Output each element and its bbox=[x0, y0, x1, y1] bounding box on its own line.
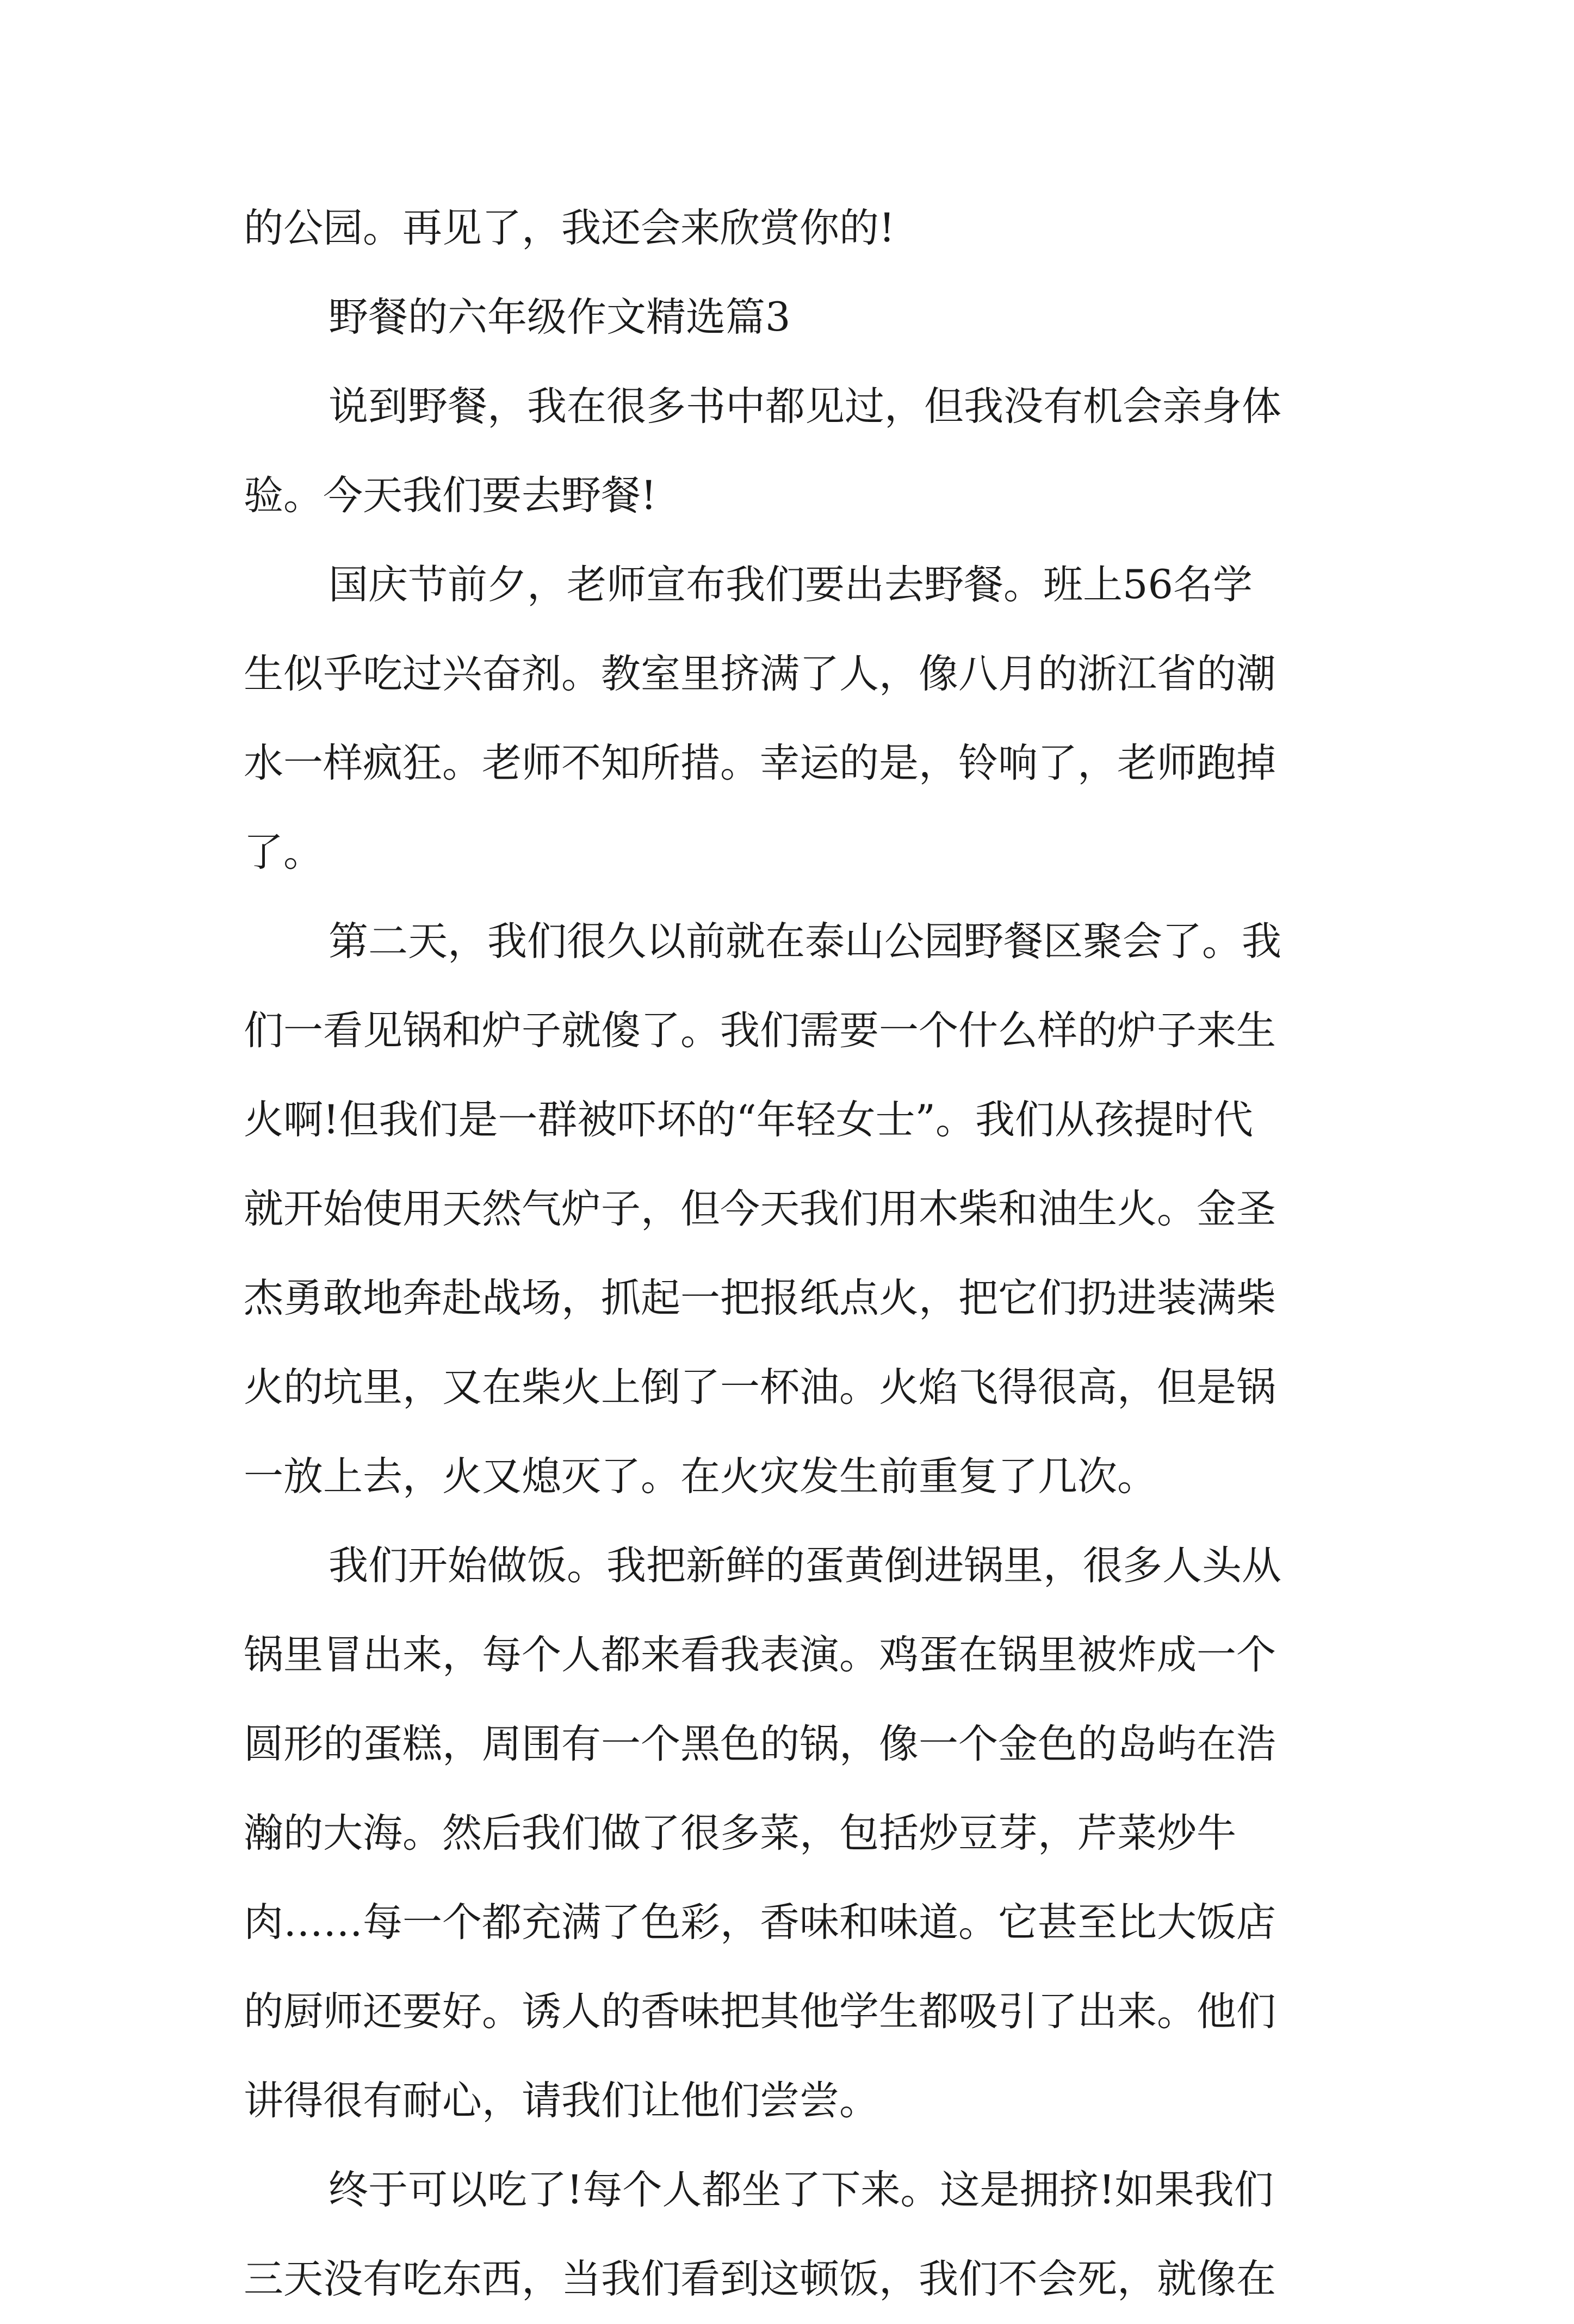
paragraph-line: 了。 bbox=[244, 829, 323, 875]
paragraph-line: 火啊!但我们是一群被吓坏的“年轻女士”。我们从孩提时代 bbox=[244, 1097, 1253, 1143]
paragraph-line: 说到野餐，我在很多书中都见过，但我没有机会亲身体 bbox=[329, 383, 1281, 430]
paragraph-line: 圆形的蛋糕，周围有一个黑色的锅，像一个金色的岛屿在浩 bbox=[244, 1721, 1276, 1767]
paragraph-line: 的厨师还要好。诱人的香味把其他学生都吸引了出来。他们 bbox=[244, 1989, 1276, 2035]
paragraph-line: 终于可以吃了!每个人都坐了下来。这是拥挤!如果我们 bbox=[329, 2167, 1274, 2213]
paragraph-line: 锅里冒出来，每个人都来看我表演。鸡蛋在锅里被炸成一个 bbox=[244, 1632, 1276, 1678]
paragraph-line: 水一样疯狂。老师不知所措。幸运的是，铃响了，老师跑掉 bbox=[244, 740, 1276, 786]
paragraph-line: 生似乎吃过兴奋剂。教室里挤满了人，像八月的浙江省的潮 bbox=[244, 651, 1276, 697]
paragraph-line: 瀚的大海。然后我们做了很多菜，包括炒豆芽，芹菜炒牛 bbox=[244, 1810, 1236, 1856]
section-heading: 野餐的六年级作文精选篇3 bbox=[329, 294, 791, 340]
paragraph-line: 三天没有吃东西，当我们看到这顿饭，我们不会死，就像在 bbox=[244, 2256, 1276, 2302]
paragraph-line: 国庆节前夕，老师宣布我们要出去野餐。班上56名学 bbox=[329, 562, 1253, 608]
paragraph-line: 第二天，我们很久以前就在泰山公园野餐区聚会了。我 bbox=[329, 918, 1281, 965]
paragraph-line: 火的坑里，又在柴火上倒了一杯油。火焰飞得很高，但是锅 bbox=[244, 1364, 1276, 1410]
paragraph-line: 我们开始做饭。我把新鲜的蛋黄倒进锅里，很多人头从 bbox=[329, 1543, 1281, 1589]
paragraph-line: 肉……每一个都充满了色彩，香味和味道。它甚至比大饭店 bbox=[244, 1899, 1276, 1946]
paragraph-line: 验。今天我们要去野餐! bbox=[244, 473, 657, 519]
paragraph-line: 们一看见锅和炉子就傻了。我们需要一个什么样的炉子来生 bbox=[244, 1008, 1276, 1054]
paragraph-line: 的公园。再见了，我还会来欣赏你的! bbox=[244, 205, 895, 251]
paragraph-line: 一放上去，火又熄灭了。在火灾发生前重复了几次。 bbox=[244, 1453, 1157, 1500]
essay-body bbox=[244, 184, 1348, 2324]
paragraph-line: 就开始使用天然气炉子，但今天我们用木柴和油生火。金圣 bbox=[244, 1186, 1276, 1232]
paragraph-line: 讲得很有耐心，请我们让他们尝尝。 bbox=[244, 2078, 879, 2124]
paragraph-line: 杰勇敢地奔赴战场，抓起一把报纸点火，把它们扔进装满柴 bbox=[244, 1275, 1276, 1321]
